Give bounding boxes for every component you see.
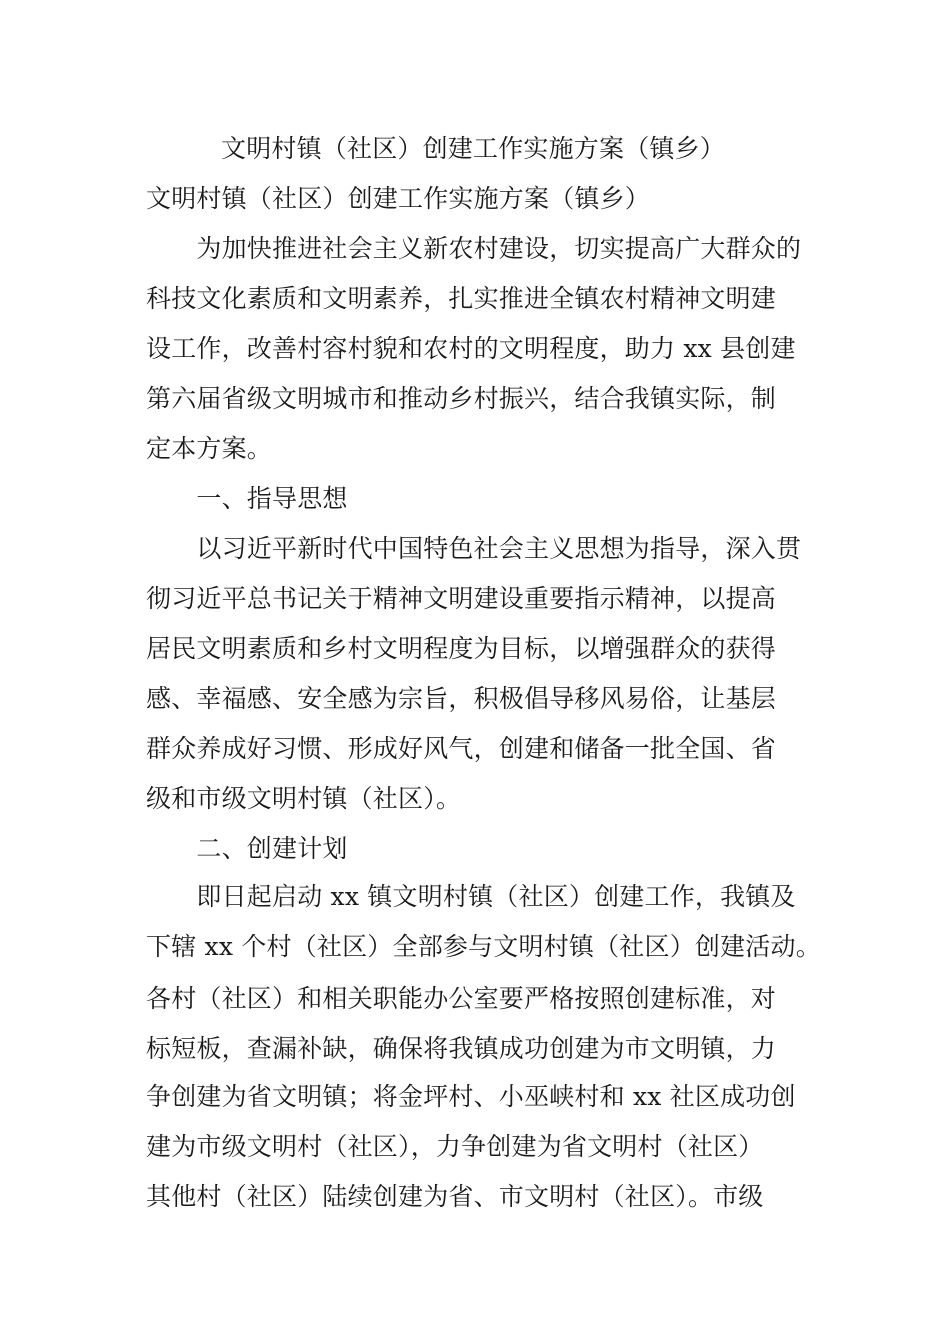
- document-line: 设工作，改善村容村貌和农村的文明程度，助力 xx 县创建: [146, 334, 796, 363]
- document-line: 以习近平新时代中国特色社会主义思想为指导，深入贯: [146, 534, 802, 563]
- document-line: 居民文明素质和乡村文明程度为目标，以增强群众的获得: [146, 634, 777, 663]
- document-line: 定本方案。: [146, 434, 273, 463]
- document-line: 科技文化素质和文明素养，扎实推进全镇农村精神文明建: [146, 284, 777, 313]
- document-line: 其他村（社区）陆续创建为省、市文明村（社区）。市级: [146, 1182, 764, 1211]
- section-heading: 一、指导思想: [146, 484, 348, 513]
- document-line: 第六届省级文明城市和推动乡村振兴，结合我镇实际，制: [146, 384, 777, 413]
- document-line: 彻习近平总书记关于精神文明建设重要指示精神，以提高: [146, 584, 777, 613]
- document-line: 级和市级文明村镇（社区）。: [146, 784, 462, 813]
- document-line: 各村（社区）和相关职能办公室要严格按照创建标准，对: [146, 984, 777, 1013]
- document-line: 争创建为省文明镇；将金坪村、小巫峡村和 xx 社区成功创: [146, 1082, 796, 1111]
- document-line: 文明村镇（社区）创建工作实施方案（镇乡）: [146, 184, 651, 213]
- document-title: 文明村镇（社区）创建工作实施方案（镇乡）: [221, 134, 726, 163]
- document-line: 群众养成好习惯、形成好风气，创建和储备一批全国、省: [146, 734, 777, 763]
- document-line: 为加快推进社会主义新农村建设，切实提高广大群众的: [146, 234, 802, 263]
- document-line: 建为市级文明村（社区），力争创建为省文明村（社区）: [146, 1132, 764, 1161]
- document-line: 即日起启动 xx 镇文明村镇（社区）创建工作，我镇及: [146, 882, 796, 911]
- document-line: 下辖 xx 个村（社区）全部参与文明村镇（社区）创建活动。: [146, 932, 821, 961]
- section-heading: 二、创建计划: [146, 834, 348, 863]
- document-line: 感、幸福感、安全感为宗旨，积极倡导移风易俗，让基层: [146, 684, 777, 713]
- document-line: 标短板，查漏补缺，确保将我镇成功创建为市文明镇，力: [146, 1034, 777, 1063]
